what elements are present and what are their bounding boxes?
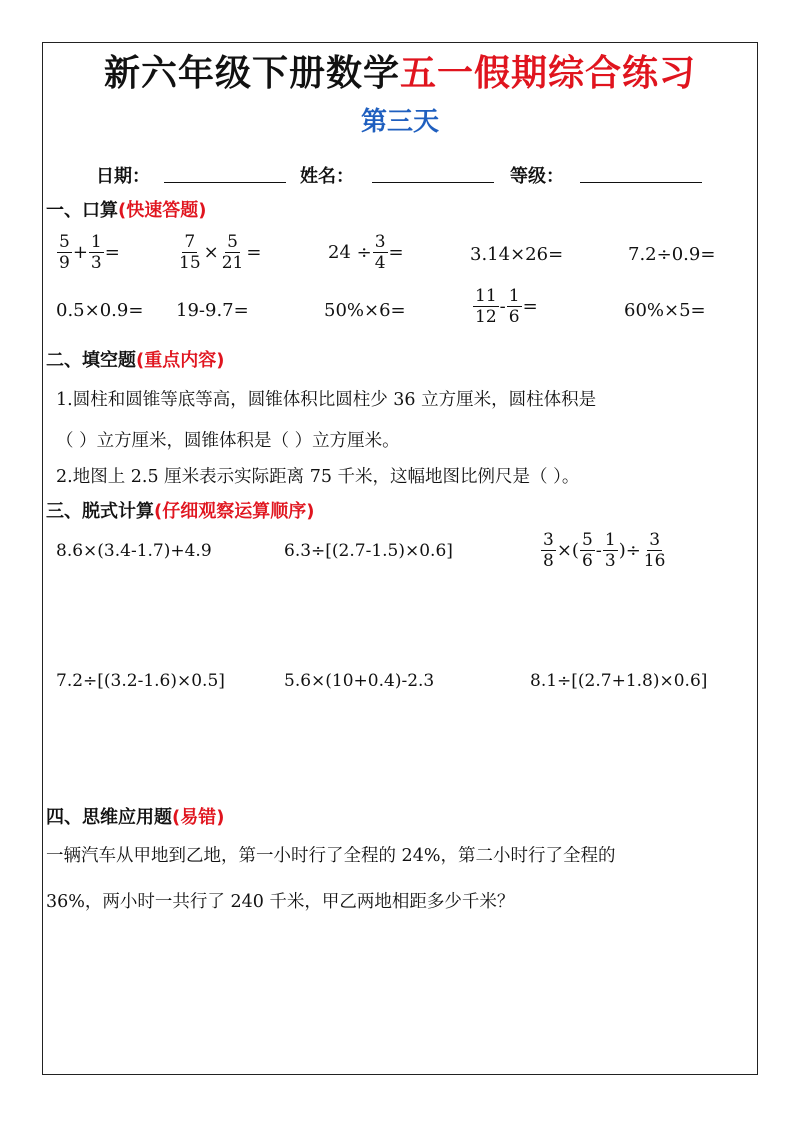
grade-label: 等级： <box>510 166 564 187</box>
oral-q5: 7.2÷0.9= <box>628 244 716 265</box>
fill-q1-line2: （ ）立方厘米，圆锥体积是（ ）立方厘米。 <box>56 431 400 451</box>
oral-q8: 50%×6= <box>324 300 406 321</box>
oral-q3: 24 ÷ $\frac{3}{4}$ = <box>328 232 404 273</box>
name-field[interactable] <box>372 182 494 183</box>
calc-e5: 5.6×(10+0.4)-2.3 <box>284 671 435 691</box>
oral-q10: 60%×5= <box>624 300 706 321</box>
oral-q2: $\frac{7}{15}$ × $\frac{5}{21}$ = <box>179 232 262 273</box>
grade-field[interactable] <box>580 182 702 183</box>
date-field[interactable] <box>164 182 286 183</box>
page-subtitle: 第三天 <box>360 107 439 137</box>
title-black-part: 新六年级下册数学 <box>103 53 400 94</box>
section-1-heading: 一、口算(快速答题) <box>46 200 207 221</box>
calc-e6: 8.1÷[(2.7+1.8)×0.6] <box>530 671 708 691</box>
calc-e4: 7.2÷[(3.2-1.6)×0.5] <box>56 671 225 691</box>
oral-q1: $\frac{5}{9}$ + $\frac{1}{3}$ = <box>59 232 120 273</box>
date-label: 日期： <box>96 166 150 187</box>
name-label: 姓名： <box>300 166 354 187</box>
section-3-heading: 三、脱式计算(仔细观察运算顺序) <box>46 501 315 522</box>
oral-q4: 3.14×26= <box>470 244 564 265</box>
info-row <box>0 160 800 192</box>
oral-q9: $\frac{11}{12}$ - $\frac{1}{6}$ = <box>475 286 538 327</box>
section-2-note: (重点内容) <box>136 350 225 371</box>
calc-e2: 6.3÷[(2.7-1.5)×0.6] <box>284 541 453 561</box>
oral-q7: 19-9.7= <box>176 300 249 321</box>
section-2-heading: 二、填空题(重点内容) <box>46 350 225 371</box>
calc-e3: $\frac{3}{8}$ ×( $\frac{5}{6}$ - $\frac{1}{3}$ )÷ $\frac{3}{16}$ <box>543 530 666 571</box>
word-problem-line2: 36%，两小时一共行了 240 千米，甲乙两地相距多少千米？ <box>46 892 515 912</box>
section-4-heading: 四、思维应用题(易错) <box>46 807 225 828</box>
section-3-note: (仔细观察运算顺序) <box>154 501 315 522</box>
section-4-note: (易错) <box>172 807 225 828</box>
fill-q1-line1: 1.圆柱和圆锥等底等高，圆锥体积比圆柱少 36 立方厘米，圆柱体积是 <box>56 390 597 410</box>
fill-q2-line1: 2.地图上 2.5 厘米表示实际距离 75 千米，这幅地图比例尺是（ ）。 <box>56 467 580 487</box>
section-1-note: (快速答题) <box>118 200 207 221</box>
oral-q6: 0.5×0.9= <box>56 300 144 321</box>
word-problem-line1: 一辆汽车从甲地到乙地，第一小时行了全程的 24%，第二小时行了全程的 <box>46 846 616 866</box>
calc-e1: 8.6×(3.4-1.7)+4.9 <box>56 541 212 561</box>
page-title <box>0 52 800 96</box>
title-red-part: 五一假期综合练习 <box>400 53 697 94</box>
